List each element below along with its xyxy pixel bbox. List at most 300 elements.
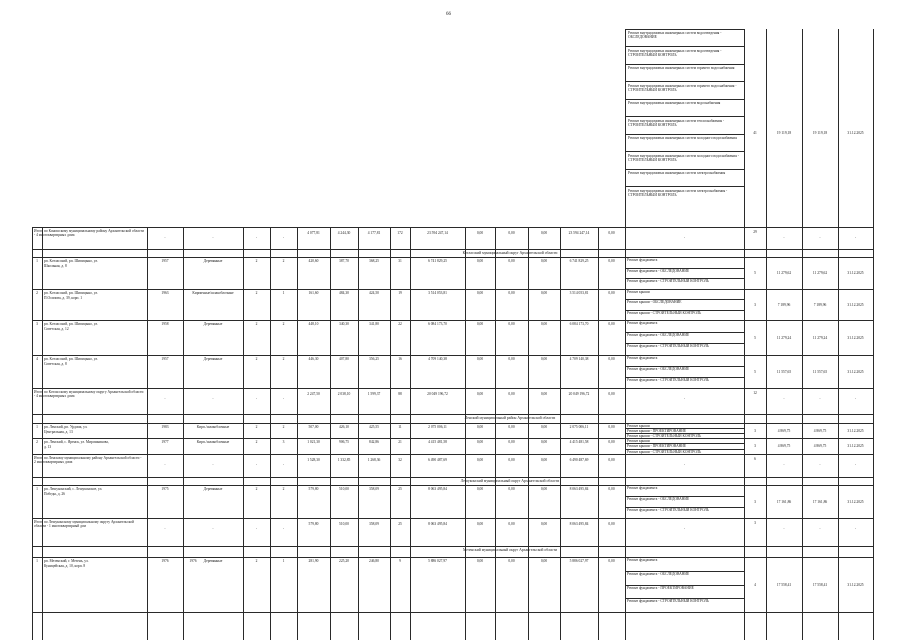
grid-rule <box>32 546 873 547</box>
total-leshukon-sum2: 8 063 495,84 <box>569 522 589 526</box>
grid-rule <box>32 557 873 558</box>
total-leshukon-dash: - <box>683 527 686 531</box>
top-works-count: 41 <box>753 131 757 135</box>
lensky-row-z4: 0,00 <box>608 425 615 429</box>
kotlas-row-sum: 4 709 140,38 <box>428 357 447 361</box>
lensky-row-a1: 507,00 <box>308 425 319 429</box>
lensky-row-z4: 0,00 <box>608 440 615 444</box>
total-leshukon-dash: - <box>783 527 785 531</box>
kotlas-row-a2: 484,30 <box>339 291 349 295</box>
kotlas-row-limit: 7 189,96 <box>813 302 827 307</box>
total-konosha-count: 29 <box>753 230 757 234</box>
total-konosha-dash: - <box>212 236 214 240</box>
kotlas-row-cost: 11 279,62 <box>776 271 792 275</box>
lensky-row-year: 1977 <box>161 440 169 444</box>
total-lensky-a2: 1 332,85 <box>337 458 351 462</box>
total-leshukon-z1: 0,00 <box>476 522 484 526</box>
kotlas-row-wall: Деревянные <box>203 357 223 361</box>
kotlas-row-address-1: рп. Котласский, рп. Шипицыно, ул. <box>44 259 99 263</box>
total-kotlas-z2: 0,00 <box>508 392 515 396</box>
total-konosha-dash: - <box>255 236 258 240</box>
total-kotlas-dash: - <box>212 397 214 401</box>
lensky-row-address-1: рп. Ленский, с. Яренск, ул. Мирошникова, <box>44 440 109 444</box>
total-kotlas-count: 12 <box>753 391 757 395</box>
lensky-row-date: 31.12.2025 <box>847 428 864 433</box>
kotlas-row-sum2: 6 741 829,25 <box>569 259 589 263</box>
top-work-item: Ремонт внутридомовых инженерных систем горячего водоснабжения <box>628 66 735 70</box>
kotlas-row-date: 31.12.2025 <box>847 271 864 275</box>
total-kotlas-dash: - <box>819 397 821 401</box>
mezen-row-limit: 17 558,41 <box>812 582 828 587</box>
kotlas-row-entrances: 1 <box>282 291 285 295</box>
leshukon-row-limit: 17 161,86 <box>812 499 828 504</box>
kotlas-row-cost: 11 279,24 <box>776 335 792 340</box>
total-lensky-dash: - <box>683 463 686 467</box>
kotlas-row-no: 4 <box>36 357 38 361</box>
kotlas-row-a3: 356,25 <box>369 357 379 361</box>
mezen-row-sum2: 5 886 027,97 <box>569 559 589 563</box>
total-lensky-dash: - <box>282 463 285 467</box>
kotlas-row-work: Ремонт фундамента <box>627 321 658 325</box>
kotlas-row-res: 19 <box>398 291 402 295</box>
mezen-row-no: 1 <box>36 559 38 563</box>
lensky-row-wall: Кирп./шлакоблочные <box>196 425 230 429</box>
total-lensky-dash: - <box>783 463 785 467</box>
kotlas-row-z3: 0,00 <box>540 357 548 361</box>
leshukon-row-a3: 358,09 <box>369 487 379 491</box>
grid-rule <box>625 64 744 65</box>
kotlas-row-cost: 11 557,65 <box>776 369 792 374</box>
lensky-row-sum2: 2 075 006,11 <box>569 425 589 429</box>
lensky-row-z2: 0,00 <box>508 440 515 444</box>
kotlas-row-work: Ремонт фундамента - СТРОИТЕЛЬНЫЙ КОНТРОЛЬ <box>627 279 709 284</box>
kotlas-row-res: 22 <box>398 322 402 326</box>
leshukon-row-work: Ремонт фундамента - СТРОИТЕЛЬНЫЙ КОНТРОЛЬ <box>627 508 709 512</box>
leshukon-row-date: 31.12.2025 <box>847 499 864 504</box>
mezen-row-date: 31.12.2025 <box>847 582 864 587</box>
grid-rule <box>838 29 839 640</box>
kotlas-row-floors: 2 <box>255 291 258 295</box>
leshukon-row-z2: 0,00 <box>508 487 515 491</box>
top-work-item: Ремонт внутридомовых инженерных систем водоотведения - ОБСЛЕДОВАНИЕ <box>628 31 722 40</box>
grid-rule <box>625 151 744 152</box>
total-konosha-dash: - <box>164 236 166 240</box>
mezen-row-z3: 0,00 <box>540 559 548 563</box>
lensky-row-res: 11 <box>398 425 402 429</box>
lensky-row-z2: 0,00 <box>508 425 515 429</box>
section-kotlas: Котласский муниципальный округ Архангельской области <box>462 251 558 255</box>
lensky-row-work: Ремонт крыши - СТРОИТЕЛЬНЫЙ КОНТРОЛЬ <box>627 434 702 438</box>
kotlas-row-sum2: 6 084 173,70 <box>569 322 589 326</box>
mezen-row-address-1: рп. Мезенский, г. Мезень, ул. <box>44 559 89 563</box>
lensky-row-sum2: 4 415 481,58 <box>569 440 589 444</box>
mezen-row-z4: 0,00 <box>608 559 615 563</box>
total-leshukon-a3: 358,09 <box>369 522 379 526</box>
lensky-row-date: 31.12.2025 <box>847 444 864 448</box>
grid-rule <box>625 169 744 170</box>
lensky-row-a1: 1 021,30 <box>307 440 320 444</box>
total-leshukon-a1: 579,80 <box>308 522 319 526</box>
kotlas-row-address-2: Советская, д. 8 <box>44 361 67 366</box>
grid-rule <box>32 227 873 228</box>
lensky-row-sum: 2 075 006,11 <box>428 425 447 429</box>
total-kotlas-sum2: 20 049 196,72 <box>568 392 590 396</box>
lensky-row-limit: 4 869,75 <box>813 428 827 433</box>
total-kotlas-label: Итого по Котласскому муниципальному округу Архангельской области - 4 многоквартирных дома <box>34 390 144 399</box>
lensky-row-address-2: д. 13 <box>44 444 52 449</box>
total-leshukon-a2: 510,00 <box>339 522 349 526</box>
grid-rule <box>32 423 873 424</box>
top-work-item: Ремонт внутридомовых инженерных систем электроснабжения - СТРОИТЕЛЬНЫЙ КОНТРОЛЬ <box>628 188 728 197</box>
kotlas-row-a1: 420,60 <box>308 259 319 263</box>
kotlas-row-a1: 446,30 <box>308 357 319 361</box>
mezen-row-z2: 0,00 <box>508 559 515 563</box>
kotlas-row-z1: 0,00 <box>476 259 484 263</box>
kotlas-row-year: 1957 <box>161 259 169 263</box>
mezen-row-work: Ремонт фундамента <box>627 558 658 562</box>
lensky-row-work: Ремонт крыши <box>627 424 650 428</box>
grid-rule <box>32 414 873 415</box>
top-work-item: Ремонт внутридомовых инженерных систем холодного водоснабжения - СТРОИТЕЛЬНЫЙ КОНТРОЛЬ <box>628 153 739 162</box>
total-kotlas-z4: 0,00 <box>608 392 615 396</box>
kotlas-row-sum: 6 741 829,25 <box>428 259 447 263</box>
total-kotlas-dash: - <box>255 397 258 401</box>
section-leshukon: Лешуконский муниципальный округ Архангельской области <box>460 479 560 483</box>
kotlas-row-z4: 0,00 <box>608 322 615 326</box>
mezen-row-wall: Деревянные <box>203 559 223 563</box>
total-kotlas-a2: 2 038,10 <box>337 392 351 396</box>
kotlas-row-z1: 0,00 <box>476 322 484 326</box>
kotlas-row-work: Ремонт крыши - СТРОИТЕЛЬНЫЙ КОНТРОЛЬ <box>627 310 702 315</box>
grid-rule <box>625 29 626 227</box>
total-lensky-dash: - <box>819 463 821 467</box>
mezen-row-year: 1976 <box>161 559 169 563</box>
top-work-item: Ремонт внутридомовых инженерных систем электроснабжения <box>628 171 726 175</box>
lensky-row-year: 1983 <box>161 425 169 429</box>
kotlas-row-z2: 0,00 <box>508 259 515 263</box>
total-konosha-a3: 4 177,81 <box>367 231 381 235</box>
total-leshukon-dash: - <box>819 527 821 531</box>
total-kotlas-a1: 2 247,50 <box>307 392 320 396</box>
mezen-row-res: 9 <box>399 559 401 563</box>
lensky-row-a3: 842,86 <box>369 440 379 444</box>
grid-rule <box>802 29 803 640</box>
page-number: 66 <box>446 12 451 17</box>
kotlas-row-a3: 424,50 <box>369 291 379 295</box>
lensky-row-cost: 4 869,75 <box>777 444 791 448</box>
lensky-row-no: 1 <box>36 425 38 429</box>
total-kotlas-dash: - <box>783 397 785 401</box>
leshukon-row-sum: 8 063 495,84 <box>428 487 447 491</box>
kotlas-row-res: 31 <box>398 259 402 263</box>
leshukon-row-z1: 0,00 <box>476 487 484 491</box>
kotlas-row-z3: 0,00 <box>540 259 548 263</box>
total-kotlas-dash: - <box>683 397 686 401</box>
leshukon-row-address-1: рп. Лешуконский, с. Лешуконское, ул. <box>44 487 103 491</box>
lensky-row-z3: 0,00 <box>540 440 548 444</box>
total-lensky-a3: 1 268,36 <box>367 458 381 462</box>
section-lensky: Ленский муниципальный район Архангельской области <box>464 416 556 420</box>
total-lensky-label: Итого по Ленскому муниципальному району Архангельской области - 2 многоквартирных дома <box>34 456 142 465</box>
total-konosha-z1: 0,00 <box>476 231 484 235</box>
kotlas-row-limit: 11 279,62 <box>812 271 828 275</box>
kotlas-row-no: 1 <box>36 259 38 263</box>
top-work-item: Ремонт внутридомовых инженерных систем водоснабжения <box>628 101 721 105</box>
total-leshukon-dash: - <box>164 527 166 531</box>
total-konosha-z2: 0,00 <box>508 231 515 235</box>
grid-rule <box>625 116 744 117</box>
grid-rule <box>32 388 873 389</box>
lensky-row-res: 21 <box>398 440 402 444</box>
lensky-row-address-1: рп. Ленский, рп. Урдома, ул. <box>44 425 88 429</box>
total-leshukon-dash: - <box>255 527 258 531</box>
lensky-row-wall: Кирп./шлакоблочные <box>196 440 230 444</box>
kotlas-row-work: Ремонт фундамента - СТРОИТЕЛЬНЫЙ КОНТРОЛЬ <box>627 344 709 349</box>
kotlas-row-no: 2 <box>36 291 38 295</box>
grid-rule <box>625 81 744 82</box>
total-lensky-count: 6 <box>754 457 756 461</box>
total-kotlas-res: 88 <box>398 392 402 396</box>
total-konosha-z3: 0,00 <box>540 231 548 235</box>
total-kotlas-z3: 0,00 <box>540 392 548 396</box>
mezen-row-a3: 246,80 <box>369 559 379 563</box>
total-lensky-z3: 0,00 <box>540 458 548 462</box>
kotlas-row-z4: 0,00 <box>608 291 615 295</box>
total-konosha-a1: 4 077,81 <box>307 231 320 235</box>
total-konosha-a2: 4 244,30 <box>337 231 351 235</box>
kotlas-row-count: 5 <box>754 369 756 374</box>
lensky-row-a2: 426,10 <box>339 425 349 429</box>
total-lensky-dash: - <box>212 463 214 467</box>
total-leshukon-z3: 0,00 <box>540 522 548 526</box>
lensky-row-work: Ремонт крыши <box>627 439 650 443</box>
mezen-row-a1: 281,90 <box>308 559 319 563</box>
mezen-row-sum: 5 886 027,97 <box>428 559 447 563</box>
total-konosha-dash: - <box>282 236 285 240</box>
leshukon-row-floors: 2 <box>255 487 258 491</box>
lensky-row-entrances: 2 <box>282 425 285 429</box>
total-lensky-z2: 0,00 <box>508 458 515 462</box>
leshukon-row-sum2: 8 063 495,84 <box>569 487 589 491</box>
lensky-row-limit: 4 869,75 <box>813 444 827 448</box>
lensky-row-work: Ремонт крыши - СТРОИТЕЛЬНЫЙ КОНТРОЛЬ <box>627 449 702 454</box>
total-lensky-dash: - <box>164 463 166 467</box>
lensky-row-z3: 0,00 <box>540 425 548 429</box>
kotlas-row-z1: 0,00 <box>476 357 484 361</box>
total-kotlas-dash: - <box>164 397 166 401</box>
kotlas-row-cost: 7 189,96 <box>777 302 791 307</box>
kotlas-row-a2: 407,80 <box>339 357 349 361</box>
total-kotlas-z1: 0,00 <box>476 392 484 396</box>
total-konosha-dash: - <box>819 236 821 240</box>
top-work-item: Ремонт внутридомовых инженерных систем горячего водоснабжения - СТРОИТЕЛЬНЫЙ КОНТРОЛЬ <box>628 83 737 92</box>
lensky-row-a3: 425,55 <box>369 425 379 429</box>
kotlas-row-address-2: Школьная, д. 8 <box>44 263 67 268</box>
leshukon-row-work: Ремонт фундамента <box>627 486 658 490</box>
grid-rule <box>744 29 745 640</box>
kotlas-row-wall: Деревянные <box>203 259 223 263</box>
kotlas-row-sum: 6 084 173,70 <box>428 322 447 326</box>
total-leshukon-label: Итого по Лешуконскому муниципальному округу Архангельской области - 1 многоквартирный дом <box>34 520 134 529</box>
kotlas-row-count: 3 <box>754 302 756 307</box>
kotlas-row-year: 1958 <box>161 322 169 326</box>
kotlas-row-entrances: 2 <box>282 357 285 361</box>
mezen-row-a2: 225,20 <box>339 559 349 563</box>
kotlas-row-sum2: 3 514 053,81 <box>569 291 589 295</box>
total-leshukon-count: 3 <box>754 521 756 525</box>
kotlas-row-a3: 368,25 <box>369 259 379 263</box>
mezen-row-floors: 2 <box>255 559 258 563</box>
mezen-row-count: 4 <box>754 582 756 587</box>
top-work-item: Ремонт внутридомовых инженерных систем теплоснабжения - СТРОИТЕЛЬНЫЙ КОНТРОЛЬ <box>628 118 725 127</box>
grid-rule <box>32 257 873 258</box>
lensky-row-work: Ремонт крыши - ПРОЕКТИРОВАНИЕ <box>627 429 687 433</box>
grid-rule <box>625 29 744 30</box>
top-work-item: Ремонт внутридомовых инженерных систем водоотведения - СТРОИТЕЛЬНЫЙ КОНТРОЛЬ <box>628 48 722 57</box>
kotlas-row-a1: 448,10 <box>308 322 319 326</box>
kotlas-row-address-1: рп. Котласский, рп. Шипицыно, ул. <box>44 291 99 295</box>
lensky-row-entrances: 3 <box>282 440 285 444</box>
total-lensky-dash: - <box>255 463 258 467</box>
kotlas-row-sum2: 4 709 140,38 <box>569 357 589 361</box>
grid-rule <box>32 518 873 519</box>
total-konosha-dash: - <box>783 236 785 240</box>
total-leshukon-dash: - <box>854 527 857 531</box>
total-konosha-sum2: 23 594 247,14 <box>568 231 590 235</box>
grid-rule <box>32 485 873 486</box>
lensky-row-work: Ремонт крыши - ПРОЕКТИРОВАНИЕ <box>627 444 687 449</box>
top-limit: 19 119,18 <box>812 131 828 135</box>
kotlas-row-address-1: рп. Котласский, рп. Шипицыно, ул. <box>44 322 99 326</box>
total-konosha-z4: 0,00 <box>608 231 615 235</box>
leshukon-row-wall: Деревянные <box>203 487 223 491</box>
lensky-row-address-2: Центральная, д. 13 <box>44 429 73 434</box>
total-konosha-label: Итого по Коношскому муниципальному району Архангельской области - 4 многоквартирных дома <box>34 229 144 238</box>
lensky-row-count: 3 <box>754 444 756 448</box>
kotlas-row-z3: 0,00 <box>540 291 548 295</box>
kotlas-row-z2: 0,00 <box>508 357 515 361</box>
section-mezen: Мезенский муниципальный округ Архангельской области <box>462 548 558 552</box>
leshukon-row-work: Ремонт фундамента - ОБСЛЕДОВАНИЕ <box>627 497 690 501</box>
grid-rule <box>625 99 744 100</box>
grid-rule <box>625 134 744 135</box>
total-lensky-a1: 1 528,30 <box>307 458 320 462</box>
mezen-row-entrances: 1 <box>282 559 285 563</box>
total-leshukon-sum: 8 063 495,84 <box>428 522 447 526</box>
leshukon-row-count: 3 <box>754 499 756 504</box>
kotlas-row-entrances: 2 <box>282 259 285 263</box>
kotlas-row-floors: 2 <box>255 259 258 263</box>
kotlas-row-sum: 3 514 053,81 <box>428 291 447 295</box>
mezen-row-work: Ремонт фундамента - ПРОЕКТИРОВАНИЕ <box>627 585 694 590</box>
kotlas-row-address-1: рп. Котласский, рп. Шипицыно, ул. <box>44 357 99 361</box>
total-leshukon-z4: 0,00 <box>608 522 615 526</box>
kotlas-row-a2: 387,70 <box>339 259 349 263</box>
kotlas-row-year: 1963 <box>161 291 169 295</box>
total-lensky-dash: - <box>854 463 857 467</box>
total-leshukon-dash: - <box>282 527 285 531</box>
kotlas-row-z4: 0,00 <box>608 259 615 263</box>
total-lensky-sum: 6 490 487,69 <box>428 458 447 462</box>
mezen-row-cost: 17 558,41 <box>776 582 792 587</box>
grid-rule <box>32 612 873 613</box>
grid-rule <box>32 320 873 321</box>
kotlas-row-no: 3 <box>36 322 38 326</box>
lensky-row-a2: 906,75 <box>339 440 349 444</box>
kotlas-row-z2: 0,00 <box>508 291 515 295</box>
kotlas-row-address-2: П.Осипова, д. 39, корп. 1 <box>44 295 83 300</box>
total-kotlas-sum: 20 049 196,72 <box>427 392 448 396</box>
top-work-item: Ремонт внутридомовых инженерных систем холодного водоснабжения <box>628 136 737 140</box>
grid-rule <box>32 249 873 250</box>
kotlas-row-wall: Деревянные <box>203 322 223 326</box>
kotlas-row-work: Ремонт фундамента - СТРОИТЕЛЬНЫЙ КОНТРОЛЬ <box>627 378 709 382</box>
leshukon-row-z3: 0,00 <box>540 487 548 491</box>
total-leshukon-z2: 0,00 <box>508 522 515 526</box>
grid-rule <box>625 186 744 187</box>
mezen-row-z1: 0,00 <box>476 559 484 563</box>
mezen-row-address-2: Куницейская, д. 10, корп. 8 <box>44 563 86 568</box>
mezen-row-work: Ремонт фундамента - СТРОИТЕЛЬНЫЙ КОНТРОЛЬ <box>627 599 709 604</box>
lensky-row-count: 3 <box>754 428 756 433</box>
total-konosha-dash: - <box>683 236 686 240</box>
total-lensky-sum2: 6 490 487,69 <box>569 458 589 462</box>
leshukon-row-no: 1 <box>36 487 38 491</box>
kotlas-row-work: Ремонт крыши - ОБСЛЕДОВАНИЕ <box>627 300 682 305</box>
lensky-row-sum: 4 415 481,58 <box>428 440 447 444</box>
leshukon-row-res: 25 <box>398 487 402 491</box>
kotlas-row-date: 31.12.2025 <box>847 302 864 307</box>
kotlas-row-date: 31.12.2025 <box>847 369 864 374</box>
total-kotlas-dash: - <box>282 397 285 401</box>
kotlas-row-floors: 2 <box>255 322 258 326</box>
lensky-row-cost: 4 869,75 <box>777 428 791 433</box>
leshukon-row-address-2: Победы, д. 26 <box>44 491 65 496</box>
grid-rule <box>32 438 873 439</box>
kotlas-row-limit: 11 557,65 <box>812 369 828 374</box>
total-leshukon-res: 25 <box>398 522 402 526</box>
kotlas-row-address-2: Советская, д. 12 <box>44 326 69 331</box>
kotlas-row-z4: 0,00 <box>608 357 615 361</box>
kotlas-row-a1: 161,60 <box>308 291 319 295</box>
kotlas-row-res: 16 <box>398 357 402 361</box>
leshukon-row-a2: 510,00 <box>339 487 349 491</box>
leshukon-row-a1: 579,80 <box>308 487 319 491</box>
mezen-row-work: Ремонт фундамента - ОБСЛЕДОВАНИЕ <box>627 571 690 576</box>
mezen-row-year2: 1976 <box>189 559 197 563</box>
kotlas-row-z1: 0,00 <box>476 291 484 295</box>
total-lensky-res: 32 <box>398 458 402 462</box>
leshukon-row-year: 1975 <box>161 487 169 491</box>
total-konosha-res: 172 <box>397 231 403 235</box>
kotlas-row-a2: 340,30 <box>339 322 349 326</box>
total-kotlas-dash: - <box>854 397 857 401</box>
kotlas-row-work: Ремонт фундамента <box>627 356 658 360</box>
grid-rule <box>32 477 873 478</box>
grid-rule <box>873 29 874 640</box>
total-leshukon-dash: - <box>212 527 214 531</box>
kotlas-row-count: 5 <box>754 335 756 340</box>
total-konosha-dash: - <box>854 236 857 240</box>
total-kotlas-a3: 1 599,37 <box>367 392 381 396</box>
kotlas-row-work: Ремонт фундамента - ОБСЛЕДОВАНИЕ <box>627 268 690 273</box>
leshukon-row-entrances: 2 <box>282 487 285 491</box>
kotlas-row-z2: 0,00 <box>508 322 515 326</box>
grid-rule <box>32 289 873 290</box>
lensky-row-floors: 2 <box>255 440 258 444</box>
lensky-row-floors: 2 <box>255 425 258 429</box>
kotlas-row-count: 5 <box>754 271 756 275</box>
